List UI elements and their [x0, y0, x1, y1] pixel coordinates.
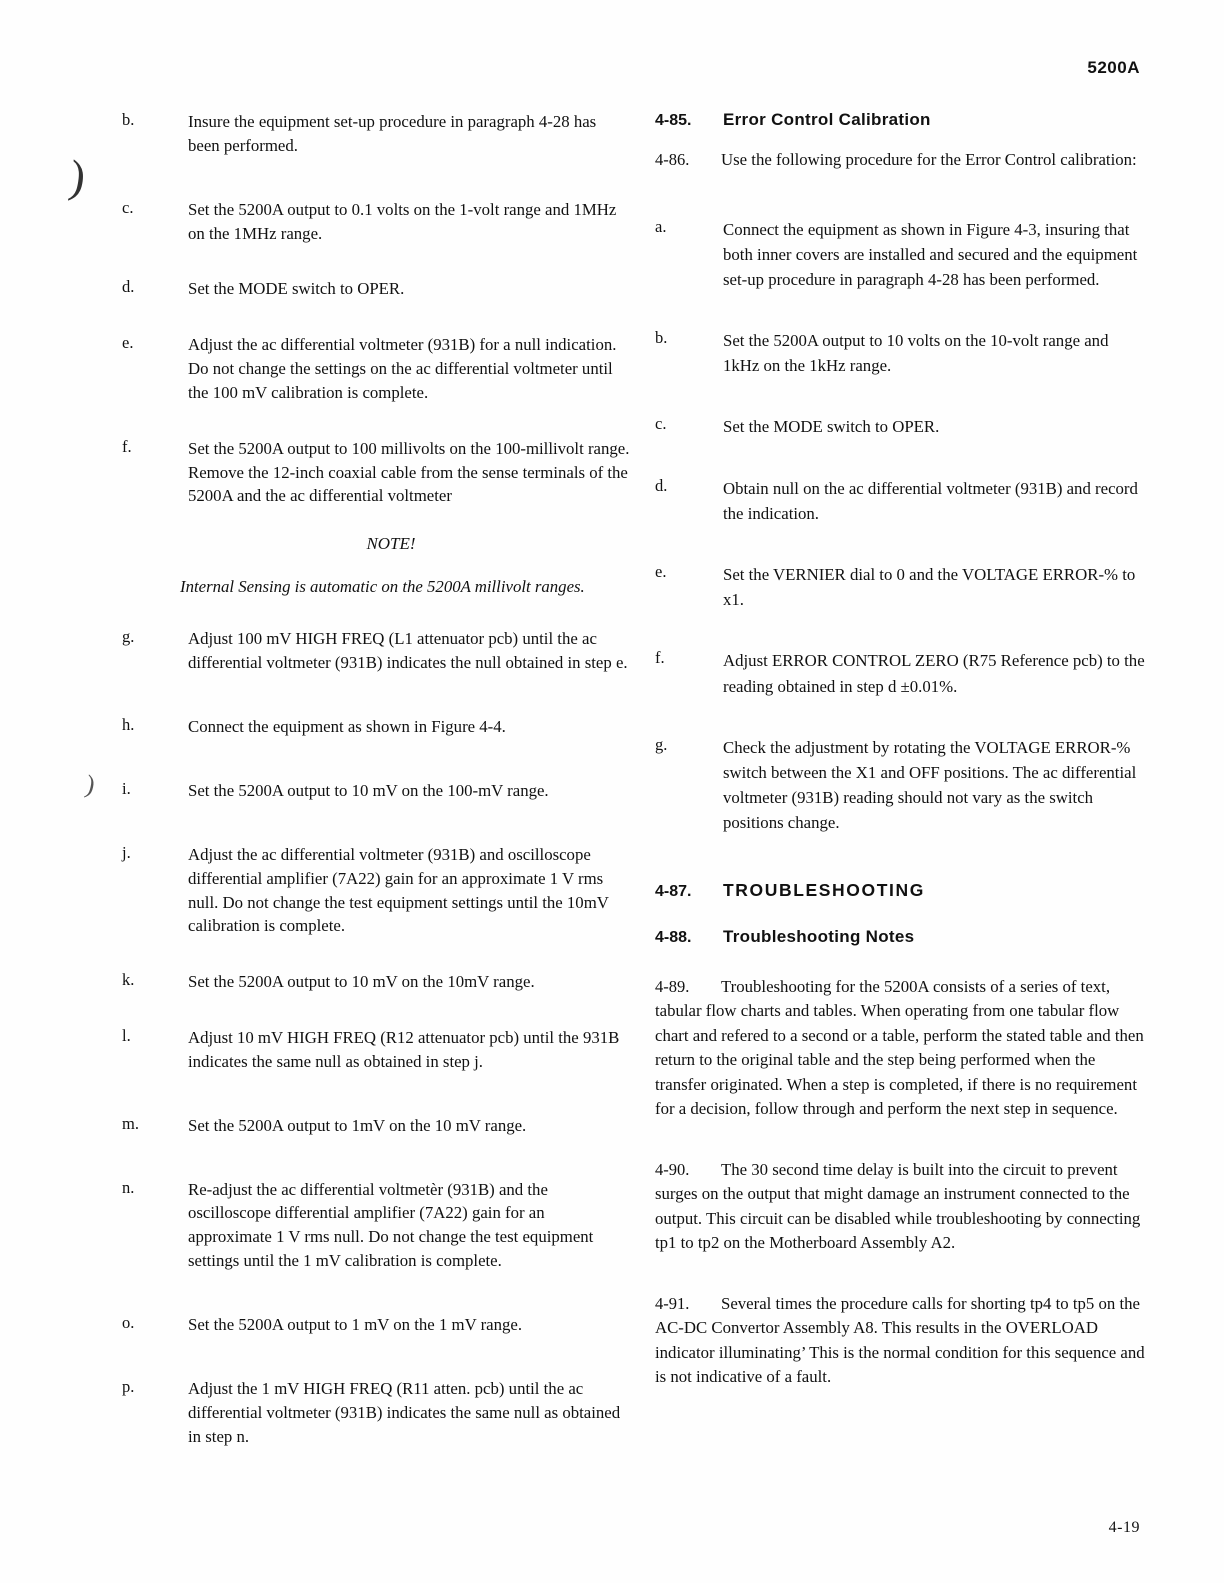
list-item-label: h. [122, 715, 135, 735]
list-item-label: l. [122, 1026, 131, 1046]
paragraph-text: Several times the procedure calls for shorting tp4 to tp5 on the AC-DC Convertor Assembly A8. This results in the OVERLOAD indicator illuminating’ This is the normal condition for this sequence and is not indicative of a fault. [655, 1293, 1145, 1387]
list-item-text: Set the 5200A output to 10 mV on the 10mV range. [188, 972, 535, 992]
list-item [655, 217, 1145, 293]
section-title: Error Control Calibration [723, 110, 931, 129]
list-item [655, 562, 1145, 612]
list-item [655, 735, 1145, 836]
list-item-text: Set the 5200A output to 100 millivolts on the 100-millivolt range. Remove the 12-inch coaxial cable from the sense terminals of the 5200A and the ac differential voltmeter [188, 438, 630, 506]
list-item [122, 198, 630, 246]
list-item [122, 627, 630, 675]
list-item-label: a. [655, 216, 667, 236]
list-item-text: Adjust the ac differential voltmeter (931B) for a null indication. Do not change the settings on the ac differential voltmeter until the 100 mV calibration is complete. [188, 335, 617, 402]
list-item-label: e. [655, 562, 667, 582]
list-item-label: k. [122, 970, 135, 990]
paragraph-4-86 [655, 148, 1145, 173]
list-item-text: Set the 5200A output to 1mV on the 10 mV range. [188, 1115, 527, 1135]
list-item [655, 476, 1145, 526]
list-item [122, 715, 630, 739]
paragraph-number: 4-86. [655, 150, 690, 169]
list-item-label: p. [122, 1376, 135, 1396]
list-item [122, 1026, 630, 1074]
paragraph-4-90 [655, 1158, 1145, 1256]
list-item [122, 110, 630, 158]
list-item-text: Connect the equipment as shown in Figure 4-4. [188, 717, 506, 737]
list-item [122, 1377, 630, 1449]
list-item-text: Adjust 100 mV HIGH FREQ (L1 attenuator pcb) until the ac differential voltmeter (931B) indicates the null obtained in step e. [188, 629, 628, 673]
list-item-label: g. [122, 627, 135, 647]
list-item [122, 843, 630, 938]
list-item-label: d. [655, 475, 668, 495]
section-number: 4-88. [655, 928, 692, 946]
list-item [122, 333, 630, 405]
list-item-label: f. [122, 436, 132, 456]
list-item-label: f. [655, 648, 665, 668]
list-item-label: n. [122, 1177, 135, 1197]
list-item-label: c. [122, 197, 134, 217]
left-column [122, 110, 630, 1470]
list-item [655, 328, 1145, 378]
paragraph-text: Use the following procedure for the Error Control calibration: [721, 150, 1137, 169]
paragraph-number: 4-91. [655, 1293, 690, 1313]
section-heading-troubleshooting-notes [655, 927, 1145, 947]
list-item [655, 414, 1145, 439]
list-item [122, 1313, 630, 1337]
pen-mark-secondary-icon: ) [83, 769, 98, 800]
list-item-text: Adjust ERROR CONTROL ZERO (R75 Reference pcb) to the reading obtained in step d ±0.01%. [723, 651, 1145, 696]
section-title: Troubleshooting Notes [723, 926, 915, 946]
section-title: TROUBLESHOOTING [723, 879, 925, 900]
section-number: 4-87. [655, 882, 692, 900]
page-header-model: 5200A [1087, 58, 1140, 77]
list-item-label: d. [122, 277, 135, 297]
section-number: 4-85. [655, 112, 692, 129]
list-item-text: Set the 5200A output to 10 volts on the 10-volt range and 1kHz on the 1kHz range. [723, 331, 1109, 376]
list-item-text: Set the 5200A output to 0.1 volts on the 1-volt range and 1MHz on the 1MHz range. [188, 199, 617, 243]
list-item [122, 1178, 630, 1273]
list-item-text: Set the 5200A output to 1 mV on the 1 mV range. [188, 1314, 523, 1334]
list-item-label: j. [122, 842, 131, 862]
page-number: 4-19 [1108, 1519, 1140, 1536]
list-item-text: Obtain null on the ac differential voltmeter (931B) and record the indication. [723, 478, 1138, 523]
paragraph-text: Troubleshooting for the 5200A consists of a series of text, tabular flow charts and tables. When operating from one tabular flow chart and refered to a second or a table, perform the stated table and then return to the original table and the step being performed when the transfer originated. When a step is completed, if there is no requirement for a decision, follow through and perform the next step in sequence. [655, 976, 1144, 1119]
paragraph-text: The 30 second time delay is built into the circuit to prevent surges on the output that might damage an instrument connected to the output. This circuit can be disabled while troubleshooting by connecting tp1 to tp2 on the Motherboard Assembly A2. [655, 1159, 1141, 1253]
list-item-text: Adjust 10 mV HIGH FREQ (R12 attenuator pcb) until the 931B indicates the same null as obtained in step j. [188, 1028, 620, 1071]
list-item-label: i. [122, 779, 131, 798]
paragraph-number: 4-90. [655, 1159, 690, 1179]
note-text: Internal Sensing is automatic on the 5200A millivolt ranges. [180, 577, 585, 597]
list-item-label: e. [122, 333, 134, 353]
list-item-label: m. [122, 1113, 139, 1133]
paragraph-4-89 [655, 975, 1145, 1122]
list-item-label: b. [122, 110, 135, 129]
section-heading-troubleshooting [655, 880, 1145, 901]
list-item-text: Set the MODE switch to OPER. [723, 417, 940, 437]
list-item-text: Re-adjust the ac differential voltmetèr (931B) and the oscilloscope differential amplifier (7A22) gain for an approximate 1 V rms null. Do not change the test equipment settings until the 1 mV calibration is complete. [188, 1179, 594, 1271]
list-item-label: b. [655, 328, 668, 348]
list-item-text: Set the VERNIER dial to 0 and the VOLTAGE ERROR-% to x1. [723, 565, 1136, 610]
list-item [122, 779, 630, 803]
list-item-text: Set the 5200A output to 10 mV on the 100-mV range. [188, 781, 549, 800]
list-item-text: Check the adjustment by rotating the VOLTAGE ERROR-% switch between the X1 and OFF positions. The ac differential voltmeter (931B) reading should not vary as the switch positions change. [723, 737, 1137, 833]
right-column [655, 110, 1145, 1416]
list-item-text: Connect the equipment as shown in Figure 4-3, insuring that both inner covers are installed and secured and the equipment set-up procedure in paragraph 4-28 has been performed. [723, 219, 1138, 289]
list-item-label: g. [655, 734, 668, 754]
list-item [122, 1114, 630, 1138]
list-item-label: c. [655, 414, 667, 434]
pen-mark-icon: ) [66, 150, 89, 203]
note-heading: NOTE! [366, 534, 416, 554]
list-item-text: Set the MODE switch to OPER. [188, 279, 405, 299]
list-item [122, 277, 630, 301]
section-heading-error-control [655, 110, 1145, 130]
list-item-label: o. [122, 1312, 135, 1332]
list-item [122, 970, 630, 994]
list-item-text: Adjust the 1 mV HIGH FREQ (R11 atten. pcb) until the ac differential voltmeter (931B) indicates the same null as obtained in step n. [188, 1378, 621, 1446]
paragraph-4-91 [655, 1292, 1145, 1390]
list-item [122, 437, 630, 509]
list-item [655, 648, 1145, 698]
list-item-text: Insure the equipment set-up procedure in paragraph 4-28 has been performed. [188, 112, 597, 155]
list-item-text: Adjust the ac differential voltmeter (931B) and oscilloscope differential amplifier (7A22) gain for an approximate 1 V rms null. Do not change the test equipment settings until the 10mV calibration is complete. [188, 844, 609, 936]
paragraph-number: 4-89. [655, 976, 690, 996]
